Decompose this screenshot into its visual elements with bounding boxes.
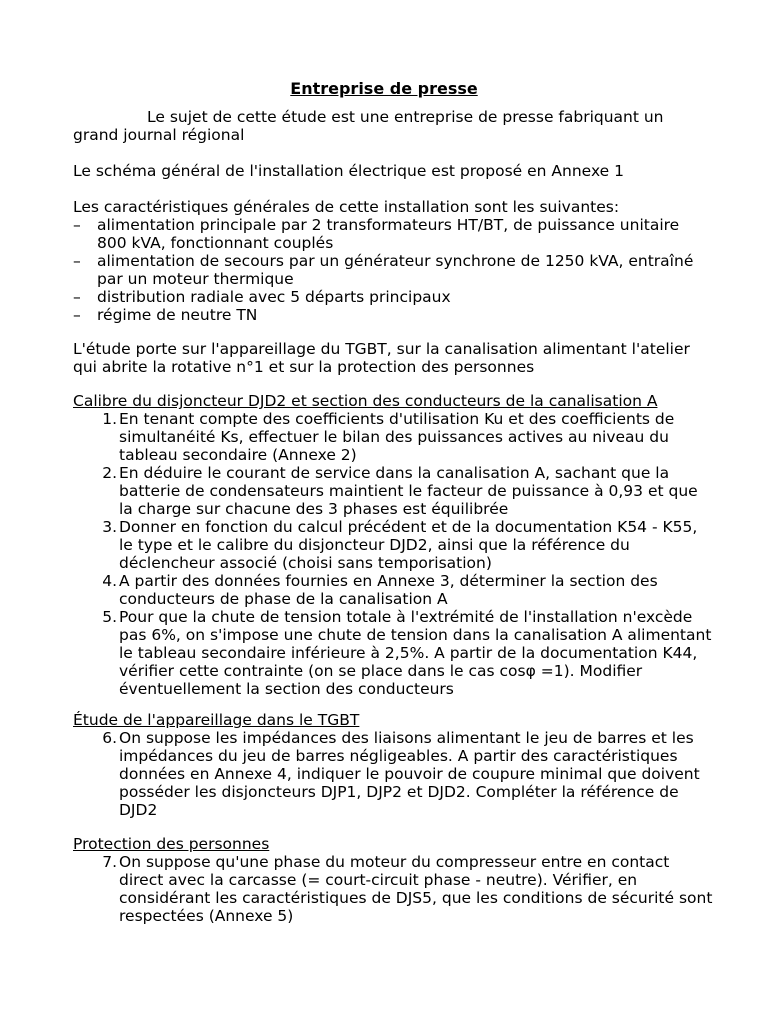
list-item	[73, 306, 713, 324]
item-text: En déduire le courant de service dans la canalisation A, sachant que la batterie de condensateurs maintient le facteur de puissance à 0,93 et que la charge sur chacune des 3 phases est équilibrée	[119, 464, 698, 518]
item-text: Pour que la chute de tension totale à l'extrémité de l'installation n'excède pas 6%, on s'impose une chute de tension dans la canalisation A alimentant le tableau secondaire inférieure à 2,5%. A partir de la documentation K44, vérifier cette contrainte (on se place dans le cas cosφ =1). Modifier éventuellement la section des conducteurs	[119, 608, 712, 698]
list-item	[73, 288, 713, 306]
feature-text: distribution radiale avec 5 départs principaux	[97, 288, 451, 306]
list-item	[73, 608, 713, 698]
list-item	[73, 252, 713, 288]
dash-marker: –	[73, 252, 81, 270]
intro-paragraph: Le sujet de cette étude est une entreprise de presse fabriquant un grand journal régional	[73, 108, 664, 144]
dash-marker: –	[73, 306, 81, 324]
item-number: 5.	[102, 608, 117, 626]
list-item	[73, 853, 713, 925]
section-list-djd2	[73, 410, 713, 698]
item-text: On suppose les impédances des liaisons alimentant le jeu de barres et les impédances du jeu de barres négligeables. A partir des caractéristiques données en Annexe 4, indiquer le pouvoir de coupure minimal que doivent posséder les disjoncteurs DJP1, DJP2 et DJD2. Compléter la référence de DJD2	[119, 729, 700, 819]
dash-marker: –	[73, 288, 81, 306]
list-item	[73, 216, 713, 252]
section-heading-protection: Protection des personnes	[73, 835, 270, 853]
scope-paragraph: L'étude porte sur l'appareillage du TGBT, sur la canalisation alimentant l'atelier qui abrite la rotative n°1 et sur la protection des personnes	[73, 340, 690, 376]
section-list-tgbt	[73, 729, 713, 819]
feature-text: régime de neutre TN	[97, 306, 258, 324]
section-heading-djd2: Calibre du disjoncteur DJD2 et section des conducteurs de la canalisation A	[73, 392, 658, 410]
feature-text: alimentation principale par 2 transformateurs HT/BT, de puissance unitaire 800 kVA, fonctionnant couplés	[97, 216, 680, 252]
item-text: En tenant compte des coefficients d'utilisation Ku et des coefficients de simultanéité Ks, effectuer le bilan des puissances actives au niveau du tableau secondaire (Annexe 2)	[119, 410, 675, 464]
dash-marker: –	[73, 216, 81, 234]
schema-paragraph: Le schéma général de l'installation électrique est proposé en Annexe 1	[73, 162, 624, 180]
item-number: 2.	[102, 464, 117, 482]
document-title: Entreprise de presse	[290, 78, 478, 98]
list-item	[73, 464, 713, 518]
section-heading-tgbt: Étude de l'appareillage dans le TGBT	[73, 711, 360, 729]
section-list-protection	[73, 853, 713, 925]
item-number: 4.	[102, 572, 117, 590]
list-item	[73, 729, 713, 819]
item-text: A partir des données fournies en Annexe 3, déterminer la section des conducteurs de phase de la canalisation A	[119, 572, 658, 608]
item-number: 6.	[102, 729, 117, 747]
feature-text: alimentation de secours par un générateur synchrone de 1250 kVA, entraîné par un moteur thermique	[97, 252, 694, 288]
item-number: 7.	[102, 853, 117, 871]
features-intro: Les caractéristiques générales de cette installation sont les suivantes:	[73, 198, 620, 216]
item-text: Donner en fonction du calcul précédent et de la documentation K54 - K55, le type et le calibre du disjoncteur DJD2, ainsi que la référence du déclencheur associé (choisi sans temporisation)	[119, 518, 698, 572]
list-item	[73, 410, 713, 464]
item-text: On suppose qu'une phase du moteur du compresseur entre en contact direct avec la carcasse (= court-circuit phase - neutre). Vérifier, en considérant les caractéristiques de DJS5, que les conditions de sécurité sont respectées (Annexe 5)	[119, 853, 713, 925]
item-number: 3.	[102, 518, 117, 536]
item-number: 1.	[102, 410, 117, 428]
features-list	[73, 216, 713, 324]
list-item	[73, 518, 713, 572]
list-item	[73, 572, 713, 608]
